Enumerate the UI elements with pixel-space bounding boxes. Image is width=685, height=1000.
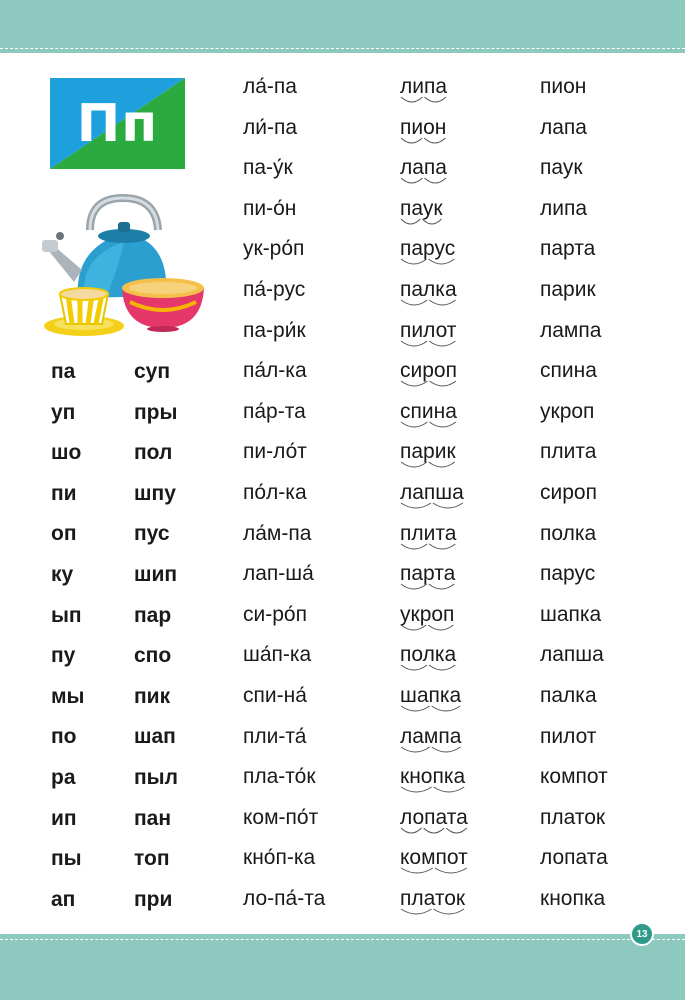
arc-word-text: платок xyxy=(400,887,466,910)
syllable xyxy=(51,765,76,791)
syllable xyxy=(51,724,77,750)
syllable xyxy=(134,521,170,547)
word-text: пилот xyxy=(540,724,597,748)
word xyxy=(540,399,594,425)
syllable-arcs xyxy=(400,583,458,593)
accented-word-text: си-ро́п xyxy=(243,602,307,626)
word xyxy=(540,115,587,141)
word-text: компот xyxy=(540,765,608,789)
syllable-arcs xyxy=(400,502,466,512)
syllable xyxy=(134,887,172,913)
word xyxy=(540,886,605,912)
syllable-arcs xyxy=(400,827,470,837)
arc-word-text: пилот xyxy=(400,318,457,342)
syllable xyxy=(51,481,77,507)
syllable-text: при xyxy=(134,887,173,911)
syllable-arcs xyxy=(400,177,449,187)
accented-word xyxy=(243,805,318,831)
syllable-text: пар xyxy=(134,603,172,627)
syllable-arcs xyxy=(400,421,459,431)
arc-word xyxy=(400,521,456,547)
arc-word xyxy=(400,805,468,831)
syllable xyxy=(134,603,171,629)
syllable-arcs xyxy=(400,461,458,471)
accented-word xyxy=(243,683,307,709)
word-text: кнопка xyxy=(540,887,606,910)
arc-word-text: спина xyxy=(400,399,457,423)
arc-word-text: парта xyxy=(400,562,456,586)
teapot-and-cups-illustration xyxy=(38,178,208,348)
syllable-arcs xyxy=(400,867,470,877)
syllable xyxy=(51,846,82,872)
accented-word-text: по́л-ка xyxy=(243,481,307,504)
word xyxy=(540,358,597,384)
syllable-text: пол xyxy=(134,441,173,465)
accented-word-text: пли-та́ xyxy=(243,724,307,748)
syllable-text: суп xyxy=(134,360,171,383)
syllable-arcs xyxy=(400,624,457,634)
syllable-text: пик xyxy=(134,684,171,708)
arc-word xyxy=(400,683,461,709)
arc-word xyxy=(400,155,447,181)
syllable-text: оп xyxy=(51,522,77,546)
arc-word-text: парик xyxy=(400,440,456,464)
syllable-text: пи xyxy=(51,481,77,505)
arc-word xyxy=(400,602,454,628)
arc-word xyxy=(400,74,447,100)
word xyxy=(540,805,605,831)
word-text: палка xyxy=(540,684,597,707)
syllable-arcs xyxy=(400,96,450,106)
accented-word xyxy=(243,115,297,141)
syllable-arcs xyxy=(400,340,459,350)
syllable-arcs xyxy=(400,137,449,147)
arc-word-text: лопата xyxy=(400,805,468,829)
syllable xyxy=(134,440,172,466)
syllable-text: пус xyxy=(134,522,170,546)
accented-word-text: пи-о́н xyxy=(243,196,297,220)
syllable-text: пры xyxy=(134,400,178,424)
syllable xyxy=(134,684,170,710)
arc-word xyxy=(400,480,464,506)
accented-word xyxy=(243,886,325,912)
accented-word xyxy=(243,724,306,750)
word xyxy=(540,724,596,750)
word xyxy=(540,683,597,709)
arc-word-text: палка xyxy=(400,278,457,301)
word-text: лапа xyxy=(540,115,587,139)
arc-word xyxy=(400,439,456,465)
word-text: лопата xyxy=(540,846,608,870)
arc-word-text: плита xyxy=(400,521,457,545)
word-text: парус xyxy=(540,562,596,586)
arc-word xyxy=(400,561,455,587)
accented-word xyxy=(243,845,315,871)
top-band xyxy=(0,0,685,53)
accented-word xyxy=(243,74,297,100)
accented-word-text: ком-по́т xyxy=(243,805,319,829)
arc-word xyxy=(400,845,468,871)
syllable xyxy=(134,643,171,669)
arc-word xyxy=(400,277,457,303)
word-text: лапша xyxy=(540,643,604,667)
word xyxy=(540,521,596,547)
word-text: парта xyxy=(540,237,596,261)
accented-word-text: спи-на́ xyxy=(243,684,307,707)
word xyxy=(540,196,587,222)
syllable-arcs xyxy=(400,299,459,309)
syllable xyxy=(51,521,77,547)
word-text: липа xyxy=(540,196,588,220)
arc-word-text: компот xyxy=(400,846,468,870)
word xyxy=(540,155,583,181)
word-text: парик xyxy=(540,278,596,301)
syllable xyxy=(134,481,176,507)
word-text: шапка xyxy=(540,602,602,626)
syllable-text: ап xyxy=(51,887,76,911)
word xyxy=(540,764,608,790)
word-text: пион xyxy=(540,75,587,98)
syllable-text: ра xyxy=(51,766,76,789)
syllable-arcs xyxy=(400,908,468,918)
accented-word-text: ла́м-па xyxy=(243,521,312,545)
arc-word xyxy=(400,196,443,222)
arc-word-text: полка xyxy=(400,643,457,667)
arc-word-text: сироп xyxy=(400,359,457,383)
syllable xyxy=(51,400,75,426)
accented-word-text: па́л-ка xyxy=(243,359,307,383)
word-text: платок xyxy=(540,805,606,829)
accented-word-text: ла́-па xyxy=(243,75,297,98)
accented-word-text: ли́-па xyxy=(243,115,298,139)
syllable-text: топ xyxy=(134,847,170,871)
word-text: спина xyxy=(540,359,597,383)
accented-word-text: лап-ша́ xyxy=(243,562,314,586)
letter-title: Пп xyxy=(76,93,159,154)
word xyxy=(540,561,595,587)
syllable-text: шап xyxy=(134,725,176,749)
syllable xyxy=(134,765,178,791)
accented-word-text: кно́п-ка xyxy=(243,846,316,870)
page-number-badge: 13 xyxy=(630,922,654,946)
accented-word xyxy=(243,764,316,790)
syllable-text: шо xyxy=(51,441,82,465)
word xyxy=(540,74,586,100)
arc-word-text: паук xyxy=(400,196,443,220)
syllable xyxy=(134,846,170,872)
accented-word-text: па́-рус xyxy=(243,278,306,301)
accented-word-text: па́р-та xyxy=(243,399,306,423)
syllable-arcs xyxy=(400,664,459,674)
syllable-text: пан xyxy=(134,806,172,830)
arc-word xyxy=(400,358,457,384)
top-dashed-line xyxy=(0,48,685,49)
syllable xyxy=(51,603,82,629)
word xyxy=(540,236,595,262)
arc-word xyxy=(400,886,465,912)
word xyxy=(540,845,608,871)
arc-word-text: липа xyxy=(400,75,448,98)
bottom-dashed-line xyxy=(0,939,685,940)
word-text: паук xyxy=(540,156,583,180)
syllable-arcs xyxy=(400,705,464,715)
syllable-text: мы xyxy=(51,684,85,708)
accented-word xyxy=(243,561,314,587)
accented-word xyxy=(243,480,307,506)
word xyxy=(540,277,596,303)
word xyxy=(540,642,604,668)
arc-word xyxy=(400,724,461,750)
accented-word-text: пи-ло́т xyxy=(243,440,307,464)
accented-word xyxy=(243,196,296,222)
accented-word-text: ук-ро́п xyxy=(243,237,305,261)
accented-word-text: пла-то́к xyxy=(243,765,316,789)
arc-word-text: укроп xyxy=(400,602,455,626)
syllable-arcs xyxy=(400,543,459,553)
word-text: плита xyxy=(540,440,597,464)
syllable xyxy=(134,359,170,385)
word-text: укроп xyxy=(540,399,595,423)
syllable-arcs xyxy=(400,746,464,756)
arc-word xyxy=(400,764,465,790)
syllable xyxy=(134,806,171,832)
syllable-arcs xyxy=(400,258,458,268)
syllable-text: ку xyxy=(51,563,74,586)
letter-card xyxy=(50,78,185,169)
syllable xyxy=(51,887,75,913)
accented-word-text: ло-па́-та xyxy=(243,887,326,910)
accented-word xyxy=(243,399,306,425)
accented-word xyxy=(243,277,305,303)
arc-word xyxy=(400,115,446,141)
arc-word-text: шапка xyxy=(400,684,462,707)
accented-word-text: па-у́к xyxy=(243,156,293,180)
syllable xyxy=(51,806,77,832)
syllable xyxy=(134,724,176,750)
bottom-band xyxy=(0,934,685,1000)
accented-word xyxy=(243,521,311,547)
syllable-arcs xyxy=(400,218,445,228)
syllable-text: ып xyxy=(51,603,82,627)
syllable xyxy=(51,684,84,710)
syllable xyxy=(51,643,75,669)
word-text: лампа xyxy=(540,318,602,342)
syllable-text: пу xyxy=(51,644,76,668)
syllable-text: пыл xyxy=(134,766,178,789)
syllable-text: шип xyxy=(134,563,178,586)
syllable-text: пы xyxy=(51,847,82,871)
syllable-text: ип xyxy=(51,806,77,830)
arc-word xyxy=(400,399,457,425)
word xyxy=(540,602,601,628)
accented-word xyxy=(243,439,307,465)
syllable-text: по xyxy=(51,725,77,749)
arc-word-text: пион xyxy=(400,115,447,139)
syllable xyxy=(134,400,177,426)
syllable-text: спо xyxy=(134,644,172,668)
accented-word xyxy=(243,602,307,628)
syllable-arcs xyxy=(400,786,468,796)
arc-word xyxy=(400,236,455,262)
word-text: полка xyxy=(540,521,597,545)
arc-word-text: лампа xyxy=(400,724,462,748)
syllable-text: па xyxy=(51,360,76,383)
arc-word-text: кнопка xyxy=(400,765,466,789)
word xyxy=(540,480,597,506)
syllable xyxy=(51,440,81,466)
accented-word xyxy=(243,236,304,262)
syllable xyxy=(51,359,75,385)
accented-word xyxy=(243,155,293,181)
word-text: сироп xyxy=(540,481,597,504)
word xyxy=(540,318,601,344)
arc-word-text: лапша xyxy=(400,481,464,504)
syllable-text: уп xyxy=(51,400,76,424)
syllable xyxy=(51,562,73,588)
accented-word xyxy=(243,642,311,668)
syllable-arcs xyxy=(400,380,459,390)
arc-word-text: парус xyxy=(400,237,456,261)
word xyxy=(540,439,596,465)
syllable xyxy=(134,562,177,588)
accented-word xyxy=(243,318,306,344)
arc-word xyxy=(400,318,456,344)
syllable-text: шпу xyxy=(134,481,176,505)
accented-word-text: ша́п-ка xyxy=(243,643,312,667)
accented-word-text: па-ри́к xyxy=(243,318,306,342)
arc-word-text: лапа xyxy=(400,156,447,180)
arc-word xyxy=(400,642,456,668)
accented-word xyxy=(243,358,307,384)
